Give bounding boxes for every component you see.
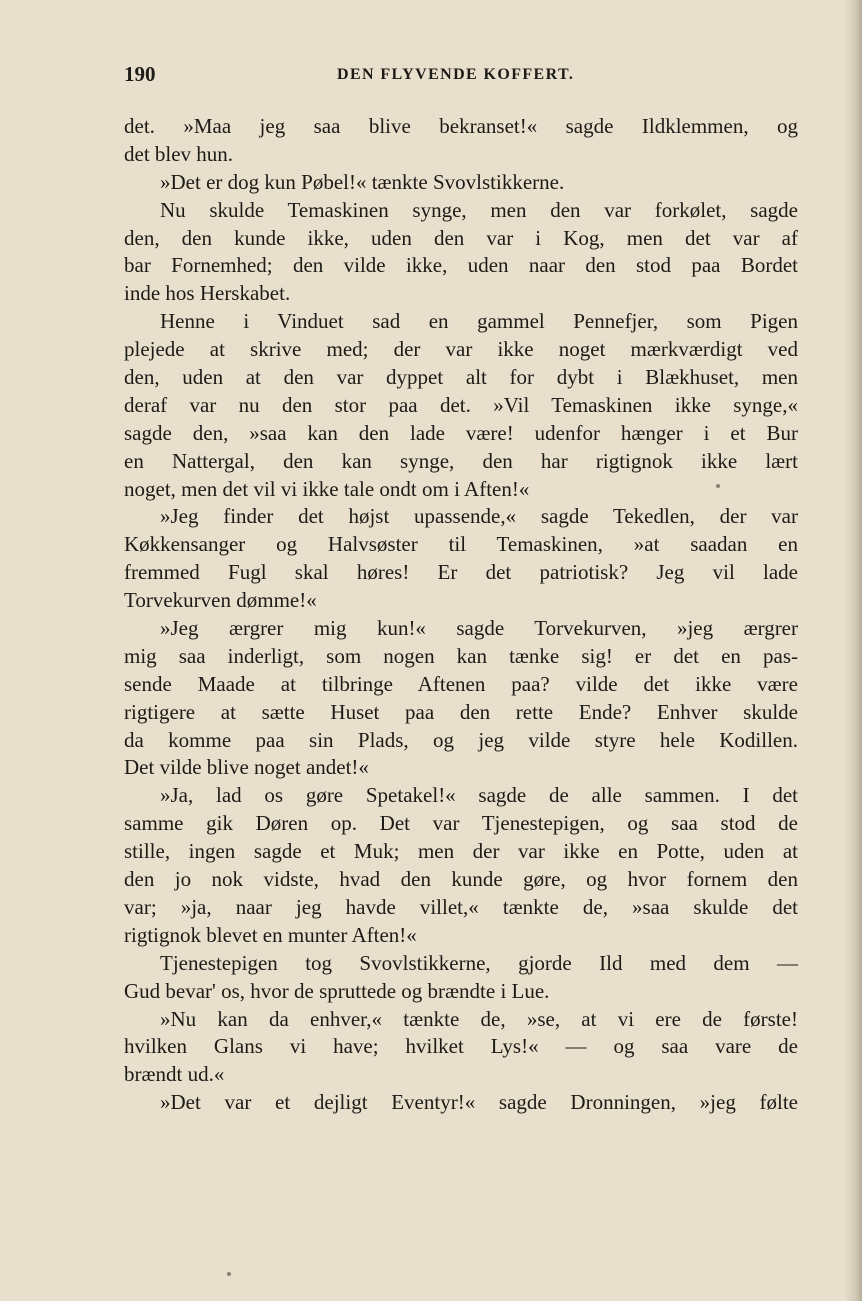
text-line: Det vilde blive noget andet!« <box>124 755 369 780</box>
text-line: Torvekurven dømme!« <box>124 588 317 613</box>
page-edge-shadow <box>844 0 862 1301</box>
text-line: Tjenestepigen tog Svovlstikkerne, gjorde Ild med dem — <box>160 950 798 975</box>
text-line: »Ja, lad os gøre Spetakel!« sagde de alle sammen. I det <box>160 783 798 808</box>
body-text <box>124 113 798 1117</box>
text-line: da komme paa sin Plads, og jeg vilde styre hele Kodillen. <box>124 727 798 752</box>
text-line: den jo nok vidste, hvad den kunde gøre, og hvor fornem den <box>124 867 798 892</box>
text-line: Nu skulde Temaskinen synge, men den var forkølet, sagde <box>160 197 798 222</box>
text-line: »Nu kan da enhver,« tænkte de, »se, at vi ere de første! <box>160 1006 798 1031</box>
text-line: rigtignok blevet en munter Aften!« <box>124 922 417 947</box>
text-line: sende Maade at tilbringe Aftenen paa? vilde det ikke være <box>124 671 798 696</box>
text-line: noget, men det vil vi ikke tale ondt om i Aften!« <box>124 476 530 501</box>
text-line: plejede at skrive med; der var ikke noget mærkværdigt ved <box>124 337 798 362</box>
text-line: brændt ud.« <box>124 1062 225 1087</box>
text-line: sagde den, »saa kan den lade være! udenfor hænger i et Bur <box>124 420 798 445</box>
text-line: bar Fornemhed; den vilde ikke, uden naar den stod paa Bordet <box>124 253 798 278</box>
print-speck <box>716 484 720 488</box>
page-number: 190 <box>124 62 156 86</box>
text-line: »Jeg finder det højst upassende,« sagde Tekedlen, der var <box>160 504 798 529</box>
text-line: Køkkensanger og Halvsøster til Temaskinen, »at saadan en <box>124 532 798 557</box>
text-line: det blev hun. <box>124 141 234 166</box>
text-line: »Det er dog kun Pøbel!« tænkte Svovlstikkerne. <box>160 169 565 194</box>
text-line: rigtigere at sætte Huset paa den rette Ende? Enhver skulde <box>124 699 798 724</box>
text-line: hvilken Glans vi have; hvilket Lys!« — og saa vare de <box>124 1034 798 1059</box>
text-line: stille, ingen sagde et Muk; men der var ikke en Potte, uden at <box>124 839 798 864</box>
page-header <box>124 62 804 92</box>
text-line: Gud bevar' os, hvor de spruttede og brændte i Lue. <box>124 978 550 1003</box>
text-line: Henne i Vinduet sad en gammel Pennefjer, som Pigen <box>160 309 798 334</box>
text-line: samme gik Døren op. Det var Tjenestepigen, og saa stod de <box>124 811 798 836</box>
text-line: deraf var nu den stor paa det. »Vil Temaskinen ikke synge,« <box>124 392 798 417</box>
running-title: DEN FLYVENDE KOFFERT. <box>337 66 575 83</box>
text-line: den, uden at den var dyppet alt for dybt i Blækhuset, men <box>124 365 798 390</box>
text-line: mig saa inderligt, som nogen kan tænke sig! er det en pas- <box>124 643 798 668</box>
text-line: »Jeg ærgrer mig kun!« sagde Torvekurven, »jeg ærgrer <box>160 616 798 641</box>
text-line: inde hos Herskabet. <box>124 281 291 306</box>
text-line: var; »ja, naar jeg havde villet,« tænkte de, »saa skulde det <box>124 894 798 919</box>
text-line: fremmed Fugl skal høres! Er det patriotisk? Jeg vil lade <box>124 560 798 585</box>
text-line: »Det var et dejligt Eventyr!« sagde Dronningen, »jeg følte <box>160 1090 798 1115</box>
text-line: en Nattergal, den kan synge, den har rigtignok ikke lært <box>124 448 798 473</box>
text-line: det. »Maa jeg saa blive bekranset!« sagde Ildklemmen, og <box>124 114 798 138</box>
text-line: den, den kunde ikke, uden den var i Kog, men det var af <box>124 225 798 250</box>
print-speck <box>227 1272 231 1276</box>
